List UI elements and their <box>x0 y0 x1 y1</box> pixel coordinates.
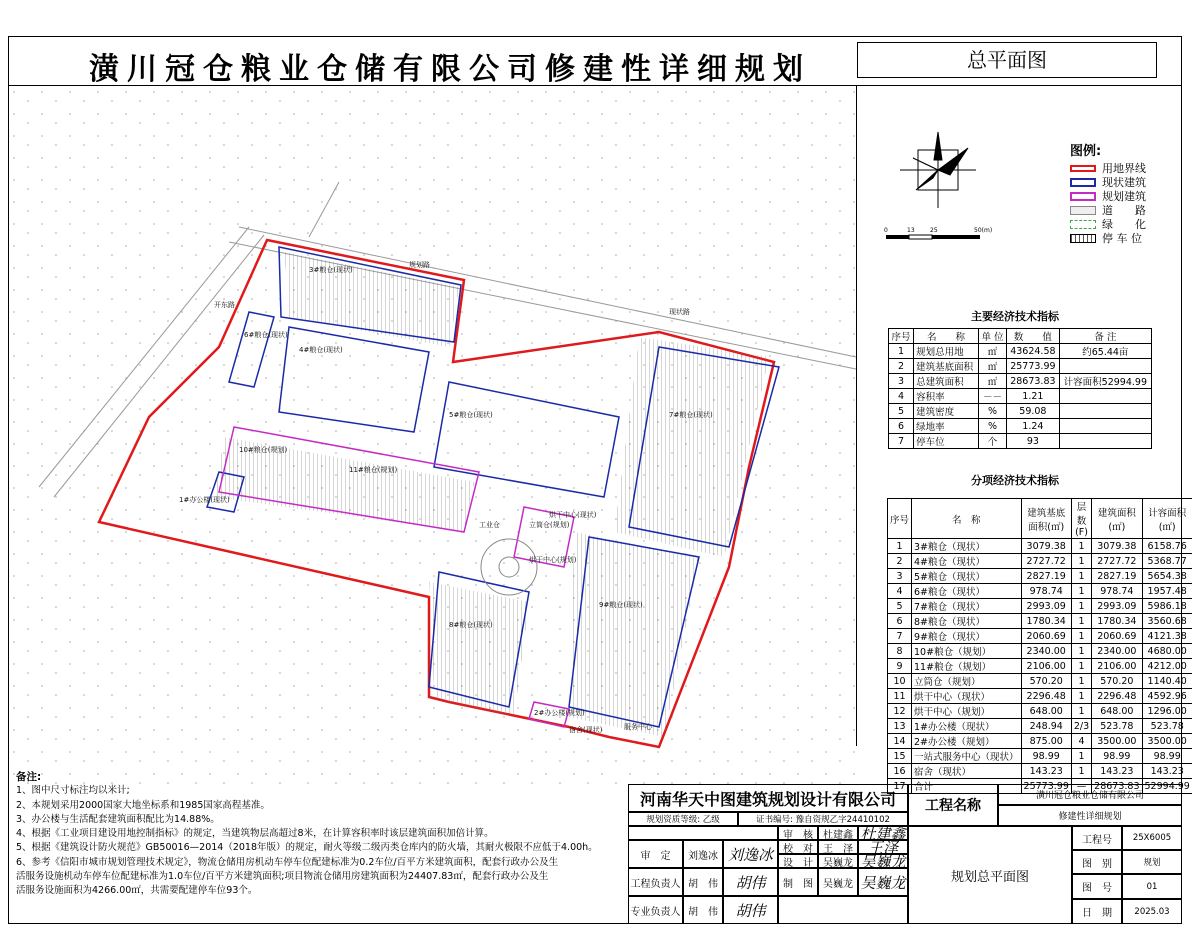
table-row <box>889 419 1152 434</box>
table-cell: 1 <box>1071 584 1091 599</box>
table-cell: 1 <box>1071 629 1091 644</box>
table-row <box>888 659 1192 674</box>
note-line: 3、办公楼与生活配套建筑面积配比为14.88%。 <box>16 813 220 825</box>
signature: 胡伟 <box>723 868 778 896</box>
table-cell: 14 <box>888 734 912 749</box>
table-cell: 978.74 <box>1092 584 1142 599</box>
note-line: 活服务设施面积为4266.00㎡，共需要配建停车位93个。 <box>16 885 258 897</box>
table-cell: 17 <box>888 779 912 794</box>
check-role: 审 核 <box>778 826 818 840</box>
table-row <box>888 614 1192 629</box>
table-header-cell: 序号 <box>888 499 912 539</box>
table-row <box>888 569 1192 584</box>
table-cell: 25773.99 <box>1021 779 1071 794</box>
table-cell: 7#粮仓（现状） <box>912 599 1022 614</box>
scale-label: 25 <box>930 227 938 234</box>
project-label: 工程名称 <box>908 784 998 826</box>
table-cell: 648.00 <box>1021 704 1071 719</box>
legend-label: 停 车 位 <box>1102 232 1142 245</box>
map-label-misc: 工业仓 <box>479 521 500 529</box>
table-cell: 570.20 <box>1021 674 1071 689</box>
map-label-misc: 服务中心 <box>624 723 652 731</box>
table-cell: % <box>978 404 1006 419</box>
table-cell: 6158.76 <box>1142 539 1192 554</box>
table-cell: 4592.96 <box>1142 689 1192 704</box>
map-label-building: 9#粮仓(现状) <box>599 601 643 609</box>
page-title: 潢川冠仓粮业仓储有限公司修建性详细规划 <box>89 52 811 87</box>
scale-label: 13 <box>907 227 915 234</box>
table-cell: 1 <box>1071 674 1091 689</box>
check-name: 吴巍龙 <box>818 854 858 868</box>
signature: 吴巍龙 <box>858 868 908 896</box>
table-cell: 绿地率 <box>914 419 979 434</box>
table-header-cell: 建筑面积(㎡) <box>1092 499 1142 539</box>
table-cell: 648.00 <box>1092 704 1142 719</box>
table-header-cell: 名 称 <box>912 499 1022 539</box>
main-indicators-table <box>888 328 1152 449</box>
table-cell: 10#粮仓（规划） <box>912 644 1022 659</box>
table-cell: 5368.77 <box>1142 554 1192 569</box>
table-cell: 16 <box>888 764 912 779</box>
green-icon <box>1070 220 1096 229</box>
table-row <box>889 404 1152 419</box>
notes-section <box>16 770 626 899</box>
boundary-line-icon <box>1070 165 1096 172</box>
table-cell: 5#粮仓（现状） <box>912 569 1022 584</box>
sub-table-title: 分项经济技术指标 <box>971 474 1059 487</box>
table-cell: 容积率 <box>914 389 979 404</box>
table-cell: 93 <box>1007 434 1060 449</box>
table-cell: 烘干中心（现状） <box>912 689 1022 704</box>
panel-divider <box>856 86 857 746</box>
table-cell: 3 <box>888 569 912 584</box>
table-cell: 规划总用地 <box>914 344 979 359</box>
existing-building-icon <box>1070 178 1096 187</box>
company-name: 河南华天中图建筑规划设计有限公司 <box>628 784 908 812</box>
table-cell: 6 <box>889 419 914 434</box>
meta-value: 规划 <box>1122 850 1182 874</box>
table-header-cell: 名 称 <box>914 329 979 344</box>
signature: 杜建鑫 <box>858 826 908 840</box>
table-cell: 143.23 <box>1142 764 1192 779</box>
table-cell <box>1059 389 1151 404</box>
table-cell: 8 <box>888 644 912 659</box>
map-label-building: 6#粮仓(现状) <box>244 331 288 339</box>
map-label-road: 规划路 <box>409 261 430 269</box>
note-line: 4、根据《工业项目建设用地控制指标》的规定，当建筑物层高超过8米，在计算容积率时该层建筑面积加倍计算。 <box>16 828 494 840</box>
table-cell: ㎡ <box>978 359 1006 374</box>
table-cell: 15 <box>888 749 912 764</box>
scale-bar <box>884 225 994 247</box>
legend-label: 道 路 <box>1102 204 1146 217</box>
check-name: 吴巍龙 <box>818 868 858 896</box>
table-cell <box>1059 359 1151 374</box>
map-label-building: 烘干中心(现状) <box>549 511 597 519</box>
table-cell: －－ <box>978 389 1006 404</box>
parking-icon <box>1070 234 1096 243</box>
table-cell: 1780.34 <box>1021 614 1071 629</box>
check-role: 校 对 <box>778 840 818 854</box>
main-table-title: 主要经济技术指标 <box>971 310 1059 323</box>
table-cell: 978.74 <box>1021 584 1071 599</box>
table-row <box>888 689 1192 704</box>
table-row <box>888 629 1192 644</box>
table-cell: 约65.44亩 <box>1059 344 1151 359</box>
certificate: 证书编号: 豫自资规乙字24410102 <box>738 812 908 826</box>
table-cell: 5 <box>889 404 914 419</box>
signature: 吴巍龙 <box>858 854 908 868</box>
table-cell: 2827.19 <box>1092 569 1142 584</box>
table-cell: 98.99 <box>1021 749 1071 764</box>
role-label: 专业负责人 <box>628 896 683 924</box>
table-row <box>888 674 1192 689</box>
table-cell: — <box>1071 779 1091 794</box>
table-cell: 2296.48 <box>1021 689 1071 704</box>
table-row <box>889 359 1152 374</box>
table-cell: 1296.00 <box>1142 704 1192 719</box>
check-name: 杜建鑫 <box>818 826 858 840</box>
table-cell: 1 <box>1071 644 1091 659</box>
legend-title: 图例: <box>1070 144 1102 159</box>
scale-label: 0 <box>884 227 888 234</box>
table-cell: 143.23 <box>1092 764 1142 779</box>
legend-item <box>1070 230 1142 246</box>
table-row <box>889 374 1152 389</box>
table-cell: 烘干中心（规划） <box>912 704 1022 719</box>
table-cell: 3079.38 <box>1092 539 1142 554</box>
table-cell: 停车位 <box>914 434 979 449</box>
map-label-building: 11#粮仓(规划) <box>349 466 398 474</box>
map-label-building: 5#粮仓(现状) <box>449 411 493 419</box>
table-cell: % <box>978 419 1006 434</box>
table-cell: 3079.38 <box>1021 539 1071 554</box>
table-cell: 2060.69 <box>1092 629 1142 644</box>
map-label-building: 4#粮仓(现状) <box>299 346 343 354</box>
table-cell: 11#粮仓（规划） <box>912 659 1022 674</box>
table-cell: 28673.83 <box>1007 374 1060 389</box>
legend-label: 绿 化 <box>1102 218 1146 231</box>
table-cell: 7 <box>888 629 912 644</box>
table-row <box>888 644 1192 659</box>
meta-value: 01 <box>1122 874 1182 899</box>
table-cell: 98.99 <box>1142 749 1192 764</box>
table-header-cell: 备 注 <box>1059 329 1151 344</box>
note-line: 活服务设施机动车停车位配建标准为1.0车位/百平方米建筑面积;项目物流仓储用房建筑面积为24407.83㎡，配套行政办公及生 <box>16 871 549 883</box>
table-cell: 523.78 <box>1092 719 1142 734</box>
spacer <box>778 896 908 924</box>
map-label-building: 立筒仓(规划) <box>529 521 570 529</box>
note-line: 5、根据《建筑设计防火规范》GB50016—2014（2018年版）的规定，耐火等级二级丙类仓库内的防火墙，其耐火极限不应低于4.00h。 <box>16 842 598 854</box>
table-header-cell: 单 位 <box>978 329 1006 344</box>
note-line: 1、图中尺寸标注均以米计; <box>16 785 130 797</box>
table-cell: 宿舍（现状） <box>912 764 1022 779</box>
map-label-building: 2#办公楼(规划) <box>534 709 585 717</box>
notes-title: 备注: <box>16 771 42 783</box>
title-block <box>628 784 1182 924</box>
table-cell <box>1059 419 1151 434</box>
table-cell: 11 <box>888 689 912 704</box>
meta-value: 25X6005 <box>1122 826 1182 850</box>
table-cell: 6 <box>888 614 912 629</box>
project-name: 修建性详细规划 <box>998 805 1182 826</box>
table-row <box>888 704 1192 719</box>
table-cell: 52994.99 <box>1142 779 1192 794</box>
table-cell: 4 <box>888 584 912 599</box>
table-cell: 2340.00 <box>1092 644 1142 659</box>
table-cell: 1780.34 <box>1092 614 1142 629</box>
planned-building-icon <box>1070 192 1096 201</box>
table-cell: 2727.72 <box>1021 554 1071 569</box>
table-cell: 1140.40 <box>1142 674 1192 689</box>
table-cell: 13 <box>888 719 912 734</box>
table-cell: 1 <box>1071 749 1091 764</box>
table-row <box>888 599 1192 614</box>
table-header-cell: 建筑基底面积(㎡) <box>1021 499 1071 539</box>
compass-rose <box>880 125 993 240</box>
table-cell: 4212.00 <box>1142 659 1192 674</box>
table-cell: 2 <box>888 554 912 569</box>
table-cell <box>1059 404 1151 419</box>
table-cell: 3560.68 <box>1142 614 1192 629</box>
table-cell: 25773.99 <box>1007 359 1060 374</box>
legend-label: 规划建筑 <box>1102 190 1146 203</box>
table-cell <box>1059 434 1151 449</box>
table-header-cell: 序号 <box>889 329 914 344</box>
role-name: 胡 伟 <box>683 868 723 896</box>
table-header-row <box>889 329 1152 344</box>
table-row <box>889 434 1152 449</box>
role-label: 工程负责人 <box>628 868 683 896</box>
table-cell: 5986.18 <box>1142 599 1192 614</box>
table-row <box>888 734 1192 749</box>
table-cell: 2340.00 <box>1021 644 1071 659</box>
table-cell: 2993.09 <box>1092 599 1142 614</box>
qualification: 规划资质等级: 乙级 <box>628 812 738 826</box>
map-label-building: 1#办公楼(现状) <box>179 496 230 504</box>
table-cell: 6#粮仓（现状） <box>912 584 1022 599</box>
table-cell: 建筑密度 <box>914 404 979 419</box>
table-cell: 4121.38 <box>1142 629 1192 644</box>
table-cell: 10 <box>888 674 912 689</box>
table-cell: 2296.48 <box>1092 689 1142 704</box>
table-cell: ㎡ <box>978 374 1006 389</box>
table-cell: 4#粮仓（现状） <box>912 554 1022 569</box>
table-cell: 98.99 <box>1092 749 1142 764</box>
table-cell: 523.78 <box>1142 719 1192 734</box>
meta-label: 日 期 <box>1072 899 1122 924</box>
table-cell: 1 <box>1071 764 1091 779</box>
table-cell: 2#办公楼（规划） <box>912 734 1022 749</box>
legend-label: 现状建筑 <box>1102 176 1146 189</box>
table-cell: 一站式服务中心（现状） <box>912 749 1022 764</box>
table-cell: 12 <box>888 704 912 719</box>
table-cell: 570.20 <box>1092 674 1142 689</box>
table-cell: 1 <box>1071 689 1091 704</box>
table-header-cell: 计容面积(㎡) <box>1142 499 1192 539</box>
table-cell: 2 <box>889 359 914 374</box>
table-cell: 计容面积52994.99 <box>1059 374 1151 389</box>
table-cell: 1 <box>1071 599 1091 614</box>
table-row <box>889 344 1152 359</box>
table-cell: 28673.83 <box>1092 779 1142 794</box>
project-name: 潢川冠仓粮业仓储有限公司 <box>998 784 1182 805</box>
role-name: 胡 伟 <box>683 896 723 924</box>
table-row <box>888 749 1192 764</box>
table-cell: 3#粮仓（现状） <box>912 539 1022 554</box>
map-label-building: 10#粮仓(规划) <box>239 446 288 454</box>
table-cell: 43624.58 <box>1007 344 1060 359</box>
table-row <box>888 719 1192 734</box>
table-cell: 7 <box>889 434 914 449</box>
meta-label: 图 别 <box>1072 850 1122 874</box>
table-cell: 1 <box>1071 659 1091 674</box>
table-cell: 1 <box>1071 554 1091 569</box>
site-plan-map <box>9 87 856 787</box>
table-cell: 1 <box>888 539 912 554</box>
table-cell: 建筑基底面积 <box>914 359 979 374</box>
table-cell: 9 <box>888 659 912 674</box>
table-cell: 5 <box>888 599 912 614</box>
signature: 刘逸冰 <box>723 840 778 868</box>
note-line: 2、本规划采用2000国家大地坐标系和1985国家高程基准。 <box>16 799 270 811</box>
map-label-building: 3#粮仓(现状) <box>309 266 353 274</box>
table-cell: ㎡ <box>978 344 1006 359</box>
note-line: 6、参考《信阳市城市规划管理技术规定》，物流仓储用房机动车停车位配建标准为0.2车位/百平方米建筑面积，配套行政办公及生 <box>16 856 559 868</box>
table-cell: 1 <box>1071 614 1091 629</box>
table-cell: 1#办公楼（现状） <box>912 719 1022 734</box>
table-cell: 1 <box>1071 569 1091 584</box>
map-label-building: 7#粮仓(现状) <box>669 411 713 419</box>
table-cell: 248.94 <box>1021 719 1071 734</box>
table-cell: 2/3 <box>1071 719 1091 734</box>
table-cell: 143.23 <box>1021 764 1071 779</box>
legend-label: 用地界线 <box>1102 162 1146 175</box>
signature: 王泽 <box>858 840 908 854</box>
map-label-road: 现状路 <box>669 308 690 316</box>
table-cell: 1.21 <box>1007 389 1060 404</box>
table-cell: 1 <box>1071 704 1091 719</box>
scale-label: 50(m) <box>974 227 993 234</box>
meta-label: 图 号 <box>1072 874 1122 899</box>
table-cell: 5654.38 <box>1142 569 1192 584</box>
signature: 胡伟 <box>723 896 778 924</box>
map-label-building: 宿舍(现状) <box>569 726 603 734</box>
table-header-row <box>888 499 1192 539</box>
table-cell: 1957.48 <box>1142 584 1192 599</box>
role-label: 审 定 <box>628 840 683 868</box>
table-cell: 2106.00 <box>1092 659 1142 674</box>
table-cell: 4 <box>889 389 914 404</box>
table-cell: 8#粮仓（现状） <box>912 614 1022 629</box>
table-cell: 3500.00 <box>1092 734 1142 749</box>
check-role: 设 计 <box>778 854 818 868</box>
table-row <box>888 584 1192 599</box>
table-cell: 4680.00 <box>1142 644 1192 659</box>
table-cell: 4 <box>1071 734 1091 749</box>
table-cell: 1 <box>1071 539 1091 554</box>
spacer <box>628 826 778 840</box>
table-row <box>888 554 1192 569</box>
table-row <box>889 389 1152 404</box>
table-cell: 2827.19 <box>1021 569 1071 584</box>
map-label-building: 烘干中心(规划) <box>529 556 577 564</box>
table-cell: 1.24 <box>1007 419 1060 434</box>
table-cell: 2993.09 <box>1021 599 1071 614</box>
map-label-building: 8#粮仓(现状) <box>449 621 493 629</box>
drawing-subtitle: 总平面图 <box>857 42 1157 78</box>
sub-indicators-table <box>887 498 1192 794</box>
table-cell: 2106.00 <box>1021 659 1071 674</box>
drawing-name: 规划总平面图 <box>908 826 1072 924</box>
check-role: 制 图 <box>778 868 818 896</box>
table-cell: 875.00 <box>1021 734 1071 749</box>
table-cell: 总建筑面积 <box>914 374 979 389</box>
table-cell: 合计 <box>912 779 1022 794</box>
table-cell: 9#粮仓（现状） <box>912 629 1022 644</box>
table-cell: 3 <box>889 374 914 389</box>
road-icon <box>1070 206 1096 215</box>
map-label-road: 开东路 <box>214 301 235 309</box>
table-cell: 59.08 <box>1007 404 1060 419</box>
table-cell: 1 <box>889 344 914 359</box>
role-name: 刘逸冰 <box>683 840 723 868</box>
table-row <box>888 539 1192 554</box>
meta-value: 2025.03 <box>1122 899 1182 924</box>
table-cell: 个 <box>978 434 1006 449</box>
table-cell: 2060.69 <box>1021 629 1071 644</box>
table-cell: 立筒仓（规划） <box>912 674 1022 689</box>
table-cell: 3500.00 <box>1142 734 1192 749</box>
table-row <box>888 764 1192 779</box>
table-header-cell: 层数(F) <box>1071 499 1091 539</box>
table-cell: 2727.72 <box>1092 554 1142 569</box>
check-name: 王 泽 <box>818 840 858 854</box>
meta-label: 工程号 <box>1072 826 1122 850</box>
table-header-cell: 数 值 <box>1007 329 1060 344</box>
